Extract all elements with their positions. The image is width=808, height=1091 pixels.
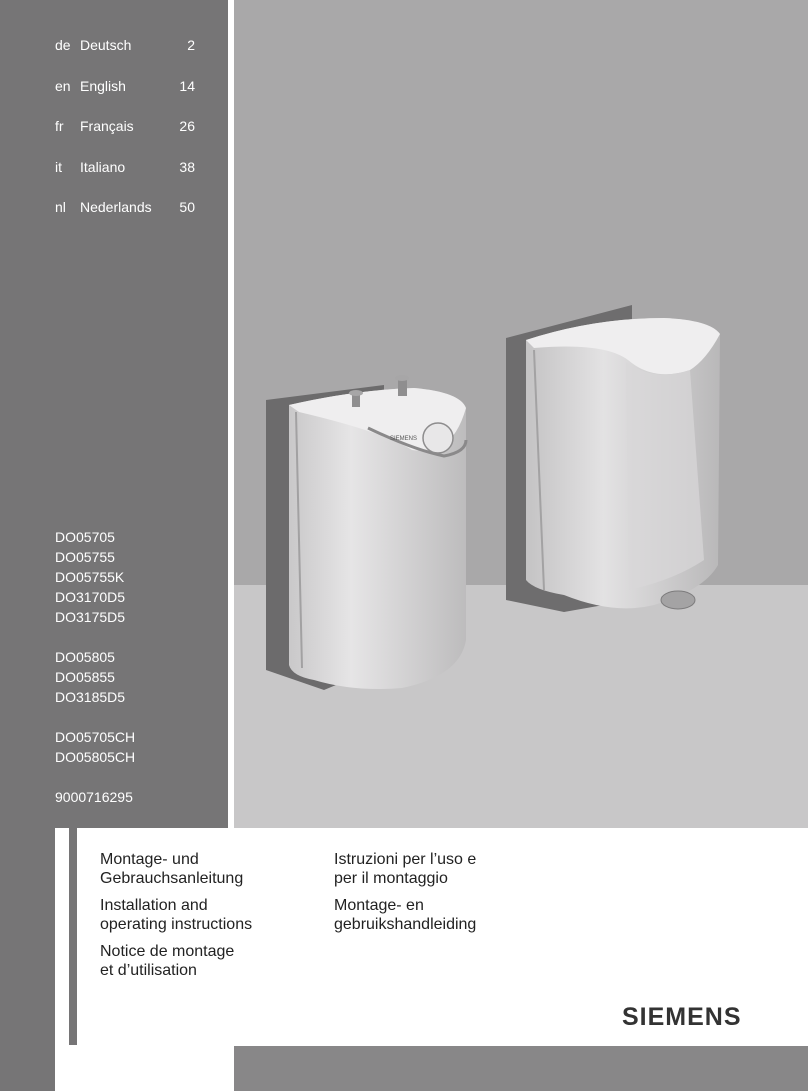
language-entry-nl [55,197,195,217]
language-page: 14 [179,78,195,94]
title-fr-line2: et d’utilisation [100,962,197,979]
language-entry-fr [55,116,195,136]
language-page: 38 [179,159,195,175]
language-entry-de [55,35,195,55]
language-code: it [55,159,62,175]
model-list [55,527,225,807]
language-code: fr [55,118,64,134]
title-en-line1: Installation and [100,897,208,914]
sidebar-thin-stripe [69,828,77,1045]
model-number: DO05755K [55,569,125,585]
document-number: 9000716295 [55,789,133,805]
language-code: nl [55,199,66,215]
sidebar [0,0,228,828]
title-en-line2: operating instructions [100,916,253,933]
model-number: DO3170D5 [55,589,126,605]
language-name: Italiano [80,159,126,175]
title-fr-line1: Notice de montage [100,943,235,960]
language-code: en [55,78,71,94]
title-nl-line2: gebruikshandleiding [334,916,477,933]
water-heater-right [526,318,720,609]
model-number: DO3185D5 [55,689,126,705]
model-number: DO05855 [55,669,115,685]
model-number: DO05755 [55,549,115,565]
model-group-1 [55,527,225,627]
water-heater-left [289,375,466,689]
language-entry-en [55,76,195,96]
sidebar-lower-stripe [0,828,55,1091]
title-it-line2: per il montaggio [334,870,448,887]
title-de-line2: Gebrauchsanleitung [100,870,244,887]
siemens-logo: SIEMENS [622,1003,742,1031]
language-name: Français [80,118,134,134]
product-photo [234,0,808,828]
titles-left-column [100,850,252,980]
title-de-line1: Montage- und [100,851,199,868]
model-number: DO05705CH [55,729,136,745]
language-page: 50 [179,199,195,215]
model-number: DO05805 [55,649,115,665]
language-name: Nederlands [80,199,152,215]
model-group-3 [55,727,225,767]
model-number: DO05705 [55,529,115,545]
model-number: DO3175D5 [55,609,126,625]
model-group-2 [55,647,225,707]
product-badge: SIEMENS [390,436,418,442]
language-entry-it [55,157,195,177]
title-nl-line1: Montage- en [334,897,424,914]
language-page: 26 [179,118,195,134]
language-name: Deutsch [80,37,132,53]
title-it-line1: Istruzioni per l’uso e [334,851,477,868]
bottom-band [234,1046,808,1091]
model-number: DO05805CH [55,749,136,765]
language-name: English [80,78,126,94]
language-page: 2 [187,37,195,53]
language-code: de [55,37,71,53]
temperature-knob-icon [423,423,453,453]
titles-right-column [334,850,476,934]
